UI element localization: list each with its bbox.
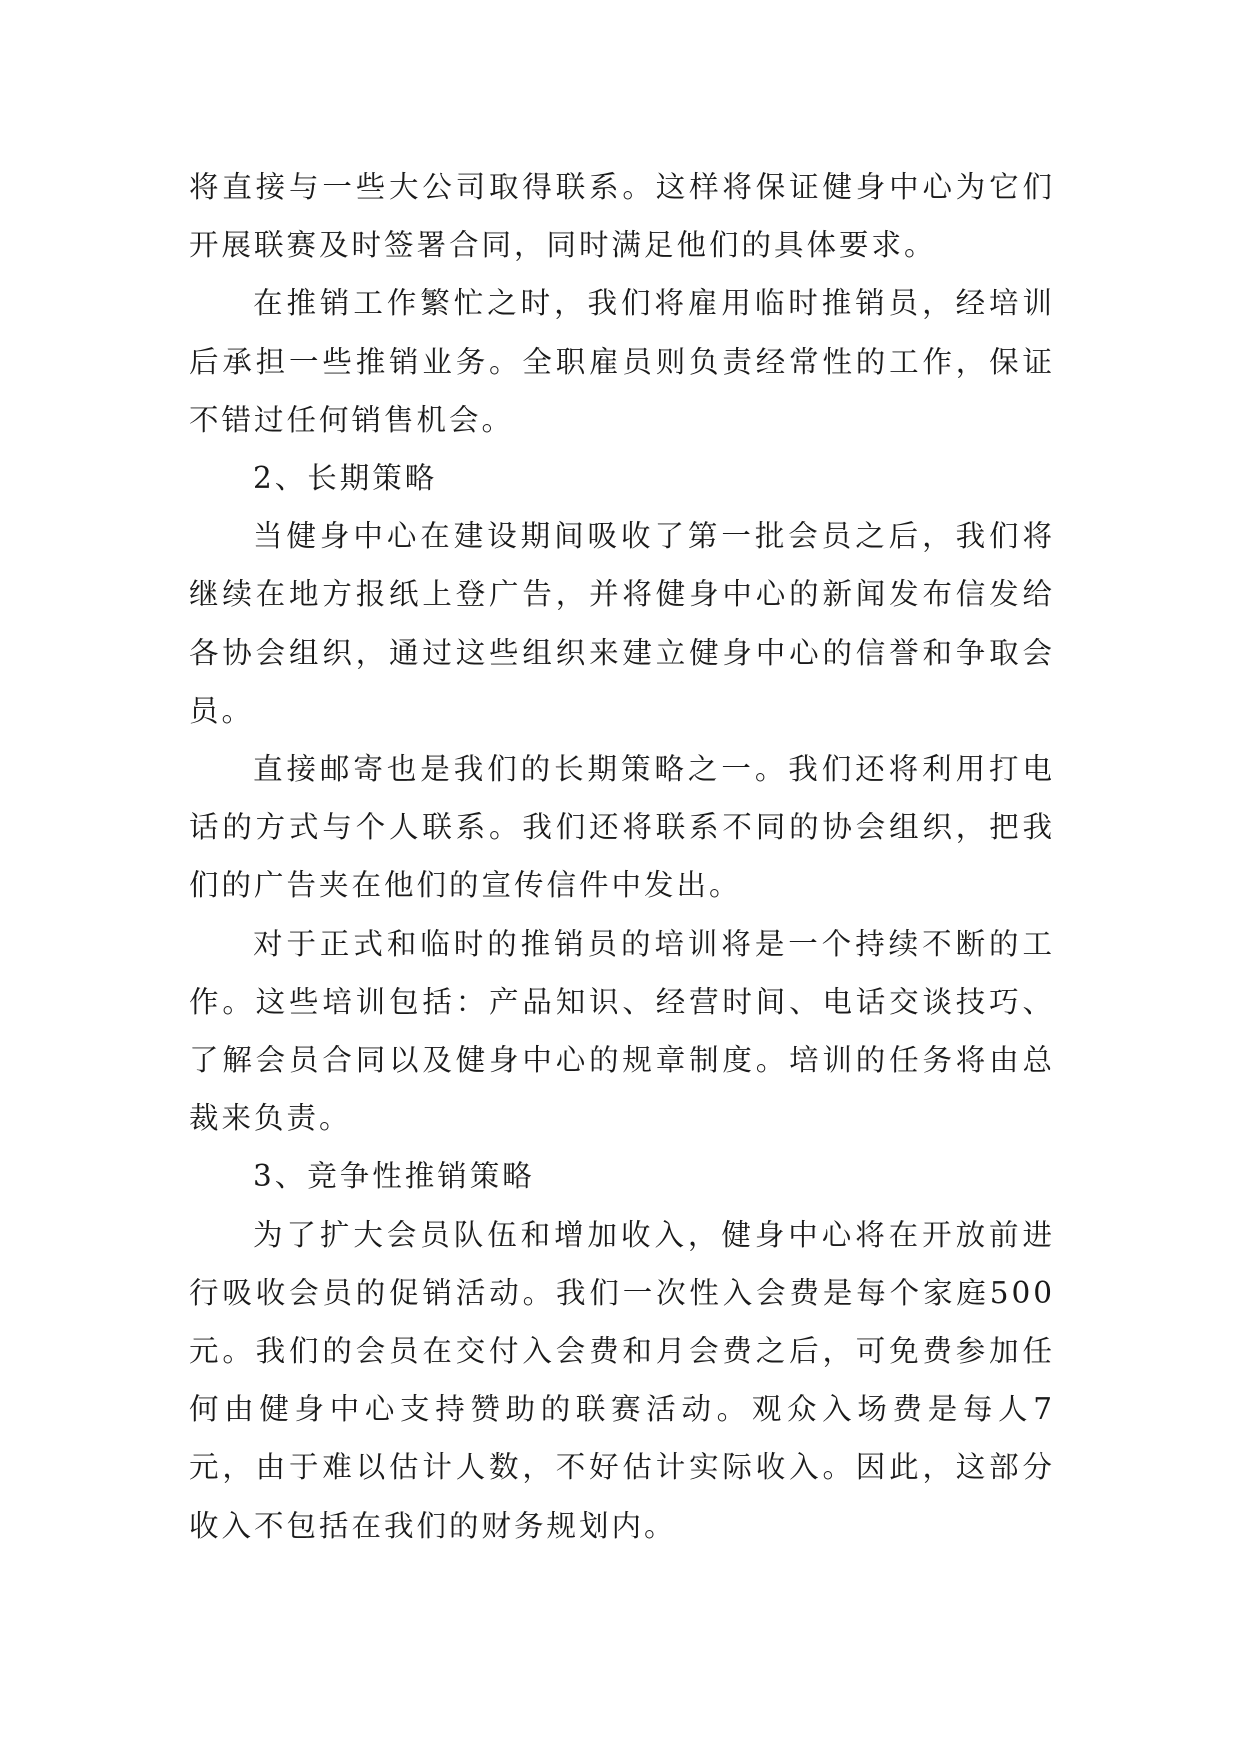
paragraph-newspaper-ads: 当健身中心在建设期间吸收了第一批会员之后，我们将继续在地方报纸上登广告，并将健身中心的新闻发布信发给各协会组织，通过这些组织来建立健身中心的信誉和争取会员。 <box>189 519 1055 728</box>
paragraph-membership-promotion: 为了扩大会员队伍和增加收入，健身中心将在开放前进行吸收会员的促销活动。我们一次性入会费是每个家庭500元。我们的会员在交付入会费和月会费之后，可免费参加任何由健身中心支持赞助的联赛活动。观众入场费是每人7元，由于难以估计人数，不好估计实际收入。因此，这部分收入不包括在我们的财务规划内。 <box>189 1217 1055 1543</box>
section-heading-competitive-strategy: 3、竞争性推销策略 <box>253 1159 535 1194</box>
paragraph-training: 对于正式和临时的推销员的培训将是一个持续不断的工作。这些培训包括：产品知识、经营时间、电话交谈技巧、了解会员合同以及健身中心的规章制度。培训的任务将由总裁来负责。 <box>189 926 1055 1136</box>
section-heading-long-term-strategy: 2、长期策略 <box>253 461 438 496</box>
document-body <box>189 158 1055 1555</box>
paragraph-temporary-salespeople: 在推销工作繁忙之时，我们将雇用临时推销员，经培训后承担一些推销业务。全职雇员则负责经常性的工作，保证不错过任何销售机会。 <box>189 286 1055 437</box>
paragraph-continuation: 将直接与一些大公司取得联系。这样将保证健身中心为它们开展联赛及时签署合同，同时满足他们的具体要求。 <box>189 170 1055 263</box>
paragraph-direct-mail: 直接邮寄也是我们的长期策略之一。我们还将利用打电话的方式与个人联系。我们还将联系不同的协会组织，把我们的广告夹在他们的宣传信件中发出。 <box>189 752 1055 903</box>
